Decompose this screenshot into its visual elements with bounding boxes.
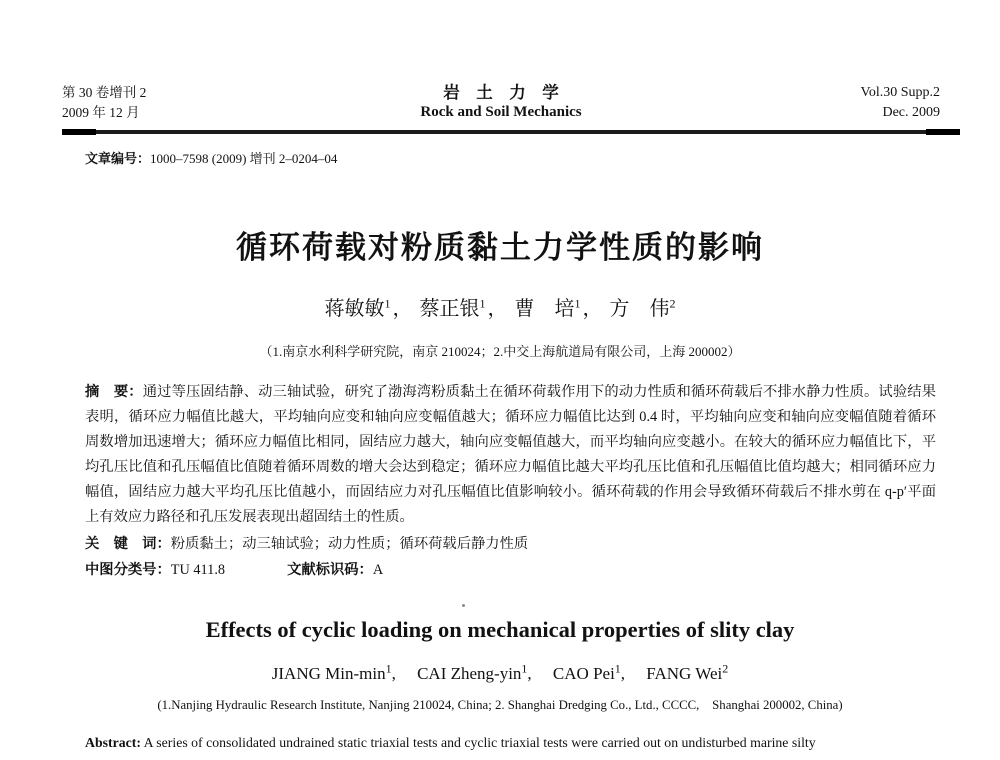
author-name: 曹 培$^1$ [514,296,581,320]
author-superscript: 1 [521,661,528,675]
journal-masthead [62,83,940,123]
masthead-divider-rule [62,130,960,134]
author-superscript: 1 [574,296,581,311]
abstract-cn [85,380,936,530]
article-id-label: 文章编号： [85,151,151,166]
keywords-text: 粉质黏土；动三轴试验；动力性质；循环荷载后静力性质 [170,536,529,552]
doc-code-label: 文献标识码： [287,562,373,578]
clc-value: TU 411.8 [170,562,226,578]
author-name: JIANG Min-$\min^1$ [271,661,392,683]
journal-title-en: Rock and Soil Mechanics [420,104,582,120]
authors-cn [0,292,1000,321]
masthead-volume-en [666,83,940,123]
author-separator: ， [392,298,413,320]
article-title-cn: 循环荷载对粉质黏土力学性质的影响 [236,230,764,265]
keywords-label: 关 键 词： [85,536,171,552]
article-id-value: 1000–7598 (2009) 增刊 2–0204–04 [150,151,338,166]
abstract-label-en: Abstract: [85,735,141,750]
abstract-label-cn: 摘 要： [85,384,143,400]
author-separator: ， [582,298,603,320]
journal-title-cn: 岩 土 力 学 [443,83,559,102]
author-separator: , [391,663,396,683]
issue-date-cn: 2009 年 12 月 [62,105,140,120]
author-name: 蔡正银$^1$ [419,296,486,320]
author-name: CAO Pei$^1$ [552,661,621,683]
keywords-line [85,533,528,553]
author-separator: , [620,663,626,683]
abstract-text-en: A series of consolidated undrained static triaxial tests and cyclic triaxial tests were carried out on undisturbed marine silty [143,735,816,750]
abstract-text-cn: 通过等压固结静、动三轴试验，研究了渤海湾粉质黏土在循环荷载作用下的动力性质和循环荷载后不排水静力性质。试验结果表明，循环应力幅值比越大，平均轴向应变和轴向应变幅值越大；循环应力幅值比达到 0.4 时，平均轴向应变和轴向应变幅值随着循环周数增加迅速增大；循环应力幅值比相同，固结应力越大，轴向应变幅值越大，而平均轴向应变越小。在较大的循环应力幅值比下，平均孔压比值和孔压幅值比值随着循环周数的增大会达到稳定；循环应力幅值比越大平均孔压比值和孔压幅值比值均越大；相同循环应力幅值，固结应力越大平均孔压比值越小，而固结应力对孔压幅值比值影响较小。循环荷载的作用会导致循环荷载后不排水剪在 q-p′平面上有效应力路径和孔压发展表现出超固结土的性质。 [85,384,937,525]
volume-issue-cn: 第 30 卷增刊 2 [62,85,147,100]
scan-speck [462,604,465,607]
article-id-line [85,148,337,167]
author-superscript: 1 [384,296,391,311]
author-separator: , [527,663,532,683]
volume-issue-en: Vol.30 Supp.2 [860,85,940,100]
author-superscript: 1 [614,661,621,675]
clc-label: 中图分类号： [85,562,171,578]
abstract-en [85,735,955,751]
author-superscript: 2 [669,296,676,311]
masthead-journal-title [336,83,665,123]
author-name: 蒋敏敏$^1$ [324,296,391,320]
author-superscript: 1 [385,661,392,675]
article-title-en: Effects of cyclic loading on mechanical properties of slity clay [205,617,795,642]
author-superscript: 2 [722,661,729,675]
doc-code-value: A [372,562,384,578]
author-name: FANG Wei$^2$ [646,661,729,683]
masthead-volume-cn [62,83,336,123]
classification-line [85,559,383,579]
author-separator: ， [487,298,508,320]
author-superscript: 1 [479,296,486,311]
authors-en [0,661,1000,684]
author-name: 方 伟$^2$ [609,296,676,320]
issue-date-en: Dec. 2009 [882,105,940,120]
affiliation-cn: （1.南京水利科学研究院，南京 210024；2.中交上海航道局有限公司，上海 200002） [259,344,741,359]
author-name: CAI Zheng-yin$^1$ [417,661,528,683]
affiliation-en: (1.Nanjing Hydraulic Research Institute, Nanjing 210024, China; 2. Shanghai Dredging Co., Ltd., CCCC, Shanghai 200002, China) [157,698,843,712]
